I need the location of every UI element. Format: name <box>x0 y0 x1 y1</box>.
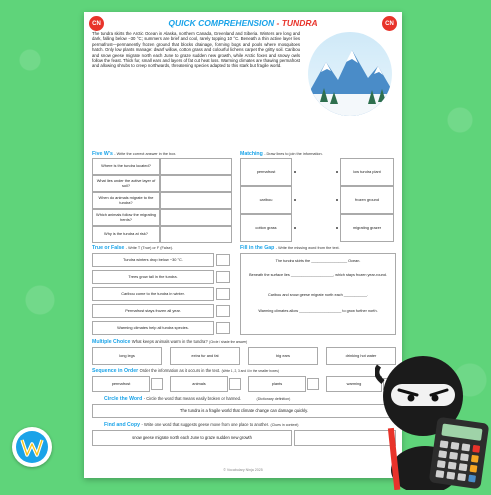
matching-right-item: migrating grazer <box>340 214 394 242</box>
circle-word-sentence[interactable]: The tundra is a fragile world that climate change can damage quickly. <box>92 404 396 418</box>
five-ws-answer[interactable] <box>160 209 232 226</box>
match-dot[interactable] <box>336 227 338 229</box>
sequence-item: animals <box>170 376 228 392</box>
sequence-number-box[interactable] <box>151 378 163 390</box>
sequence-item: permafrost <box>92 376 150 392</box>
worksheet <box>84 12 402 478</box>
five-ws-answer[interactable] <box>160 158 232 175</box>
five-ws-answer[interactable] <box>160 192 232 209</box>
circle-word-heading: Circle the Word - Circle the word that means easily broken or harmed. (Dictionary definition) <box>104 396 291 402</box>
find-copy-heading: Find and Copy - Write one word that suggests geese move from one place to another. (Clues in context) <box>104 422 299 428</box>
tf-answer-box[interactable] <box>216 322 230 334</box>
matching-left-item: permafrost <box>240 158 292 186</box>
mc-option[interactable]: big ears <box>248 347 318 365</box>
fill-gap-sentence[interactable]: The tundra skirts the _________________ Ocean. <box>275 259 361 263</box>
matching-heading: Matching - Draw lines to join the information. <box>240 151 323 157</box>
five-ws-question: Where is the tundra located? <box>92 158 160 175</box>
mc-option[interactable]: long legs <box>92 347 162 365</box>
matching-left-item: caribou <box>240 186 292 214</box>
match-dot[interactable] <box>294 199 296 201</box>
page-title: QUICK COMPREHENSION - TUNDRA <box>168 18 318 28</box>
tundra-illustration <box>308 32 392 116</box>
sequence-item: plants <box>248 376 306 392</box>
five-ws-answer[interactable] <box>160 226 232 243</box>
sequence-item: warming <box>326 376 382 392</box>
reading-passage: The tundra skirts the Arctic Ocean in Alaska, northern Canada, Greenland and Siberia. Winters are long and dark, falling below −30 °C; summers are brief and cool, rarely topping 10 °C. Beneath a thin active layer lies permafrost—permanently frozen ground that blocks drainage, forming bogs and pools where mosquitoes hatch. Only low plants manage: dwarf willow, cotton grass and colourful lichens carpet the gritty soil. Caribou and snow geese migrate north each June to graze sudden new growth, while Arctic foxes and snowy owls follow the feast. Thick fur, small ears and layers of fat cut heat loss. Warming climates are thawing permafrost and allowing shrubs to creep northwards, threatening species adapted to this stark but fragile world. <box>92 31 300 69</box>
sequence-number-box[interactable] <box>229 378 241 390</box>
five-ws-question: What lies under the active layer of soil? <box>92 175 160 192</box>
ninja-mascot-illustration <box>375 348 491 490</box>
matching-left-item: cotton grass <box>240 214 292 242</box>
match-dot[interactable] <box>294 227 296 229</box>
tf-statement: Trees grow tall in the tundra. <box>92 270 214 284</box>
mc-option[interactable]: extra fur and fat <box>170 347 240 365</box>
tf-statement: Tundra winters drop below −30 °C. <box>92 253 214 267</box>
tf-statement: Warming climates help all tundra species. <box>92 321 214 335</box>
fill-gap-sentence[interactable]: Beneath the surface lies ____________________, which stays frozen year-round. <box>249 273 387 277</box>
fill-gap-heading: Fill in the Gap - Write the missing word from the text. <box>240 245 340 251</box>
matching-right-item: low tundra plant <box>340 158 394 186</box>
find-copy-phrase: snow geese migrate north each June to graze sudden new growth <box>92 430 292 446</box>
five-ws-question: When do animals migrate to the tundra? <box>92 192 160 209</box>
cn-logo-left: CN <box>89 16 104 31</box>
match-dot[interactable] <box>294 171 296 173</box>
matching-right-item: frozen ground <box>340 186 394 214</box>
five-ws-answer[interactable] <box>160 175 232 192</box>
match-dot[interactable] <box>336 199 338 201</box>
copyright-footer: © Vocabulary Ninja 2025 <box>223 468 263 472</box>
tf-answer-box[interactable] <box>216 254 230 266</box>
tf-statement: Caribou come to the tundra in winter. <box>92 287 214 301</box>
vocabulary-ninja-logo <box>12 427 52 467</box>
true-false-heading: True or False - Write T (True) or F (False). <box>92 245 174 251</box>
sequence-number-box[interactable] <box>307 378 319 390</box>
fill-gap-sentence[interactable]: Caribou and snow geese migrate north each ___________. <box>267 293 369 297</box>
tf-answer-box[interactable] <box>216 305 230 317</box>
five-ws-heading: Five W's - Write the correct answer in the box. <box>92 151 177 157</box>
mc-option[interactable]: drinking hot water <box>326 347 396 365</box>
five-ws-question: Which animals follow the migrating herds? <box>92 209 160 226</box>
multiple-choice-heading: Multiple Choice What keeps animals warm in the tundra? (Circle / shade the answer) <box>92 339 248 345</box>
cn-logo-right: CN <box>382 16 397 31</box>
tf-statement: Permafrost stays frozen all year. <box>92 304 214 318</box>
five-ws-question: Why is the tundra at risk? <box>92 226 160 243</box>
fill-gap-sentence[interactable]: Warming climates allow ____________________ to grow further north. <box>258 309 378 313</box>
tf-answer-box[interactable] <box>216 288 230 300</box>
sequence-heading: Sequence in Order Order the information as it occurs in the text. (Write 1, 2, 3 and 4 in the smaller boxes) <box>92 368 279 374</box>
match-dot[interactable] <box>336 171 338 173</box>
tf-answer-box[interactable] <box>216 271 230 283</box>
